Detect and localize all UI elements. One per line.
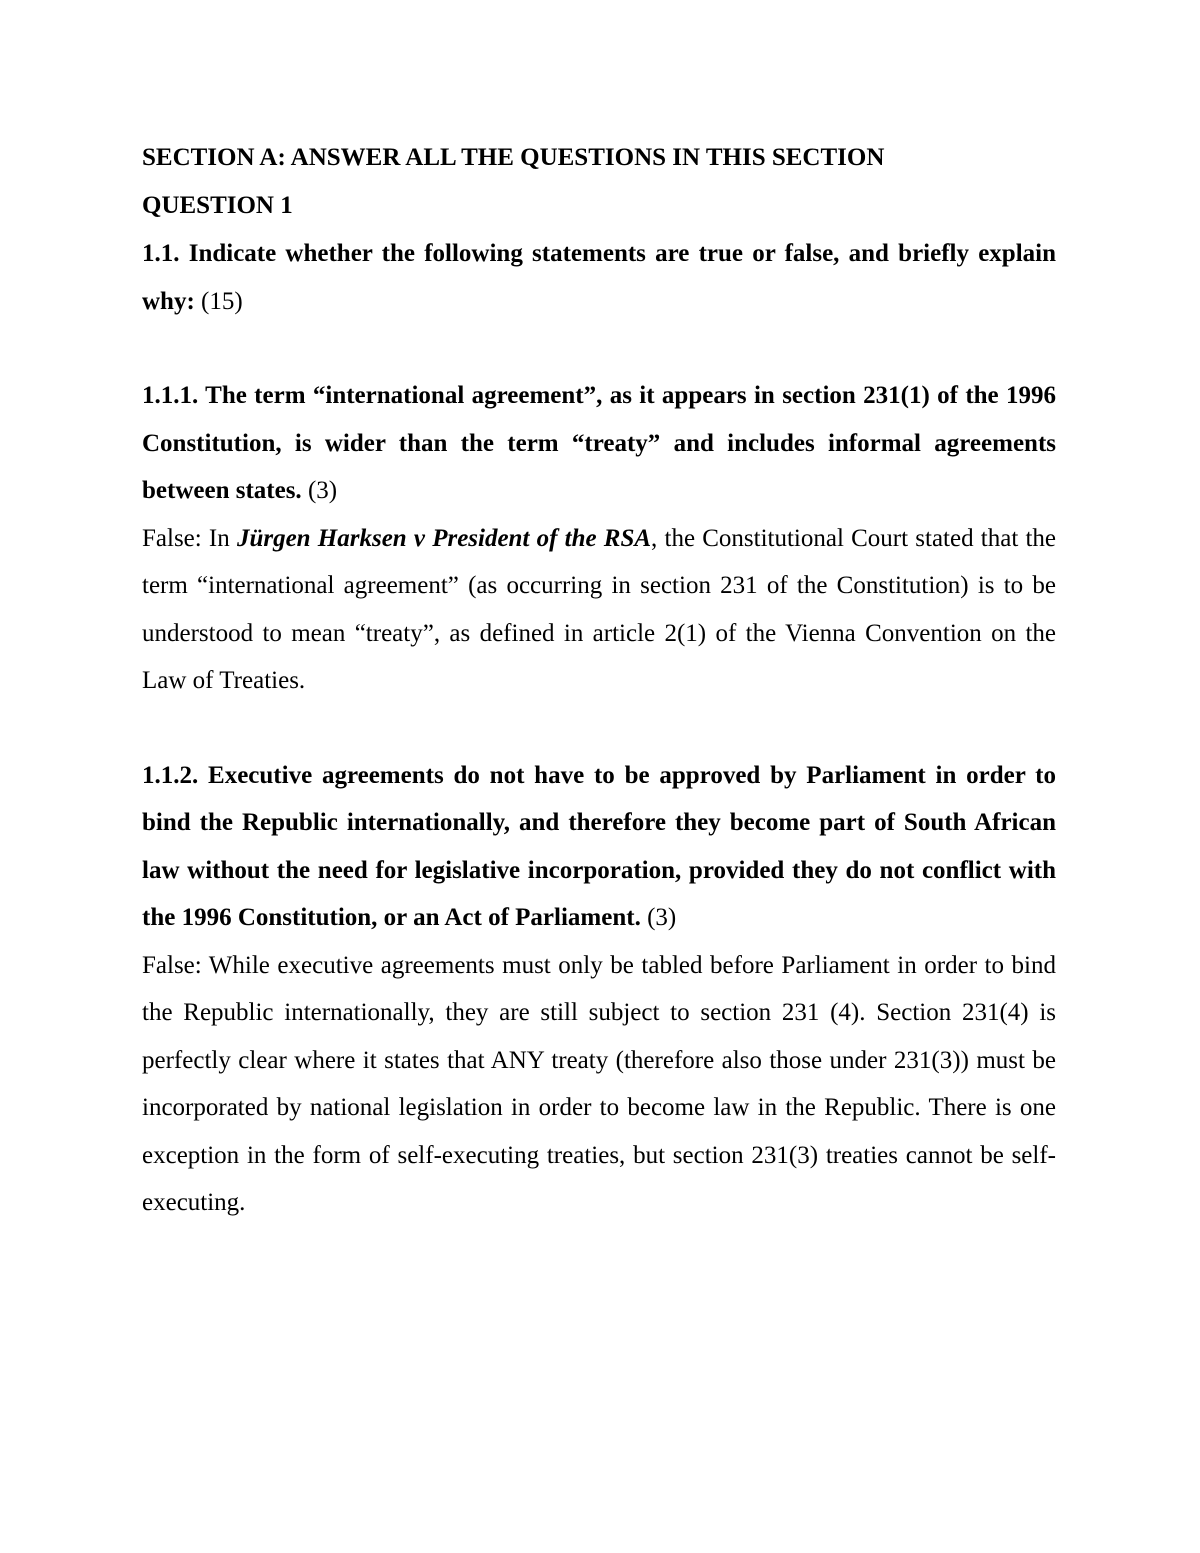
question-1-1-2-statement (142, 752, 1056, 942)
question-1-1-1-answer (142, 515, 1056, 705)
statement-marks: (3) (307, 477, 338, 504)
question-heading: QUESTION 1 (142, 192, 293, 219)
question-1-1-1-statement (142, 372, 1056, 515)
statement-text: 1.1.1. The term “international agreement”, as it appears in section 231(1) of the 1996 Constitution, is wider than the term “treaty” and includes informal agreements between states. (142, 382, 1056, 504)
instruction-marks: (15) (201, 287, 243, 315)
instruction-paragraph (142, 230, 1056, 325)
answer-lead: False: In (142, 524, 237, 552)
spacer (142, 325, 1056, 372)
document-body (142, 134, 1056, 1227)
answer-rest: , the Constitutional Court stated that the term “international agreement” (as occurring in section 231 of the Constitution) is to be understood to mean “treaty”, as defined in article 2(1) of the Vienna Convention on the Law of Treaties. (142, 524, 1057, 694)
statement-text: 1.1.2. Executive agreements do not have to be approved by Parliament in order to bind the Republic internationally, and therefore they become part of South African law without the need for legislative incorporation, provided they do not conflict with the 1996 Constitution, or an Act of Parliament. (142, 761, 1056, 931)
section-heading: SECTION A: ANSWER ALL THE QUESTIONS IN THIS SECTION (142, 144, 885, 171)
statement-marks: (3) (647, 904, 677, 931)
question-1-1-2-answer: False: While executive agreements must only be tabled before Parliament in order to bind the Republic internationally, they are still subject to section 231 (4). Section 231(4) is perfectly clear where it states that ANY treaty (therefore also those under 231(3)) must be incorporated by national legislation in order to become law in the Republic. There is one exception in the form of self-executing treaties, but section 231(3) treaties cannot be self-executing. (142, 951, 1056, 1216)
instruction-text: 1.1. Indicate whether the following statements are true or false, and briefly explain why: (142, 240, 1056, 315)
spacer (142, 705, 1056, 752)
case-name: Jürgen Harksen v President of the RSA (236, 524, 652, 552)
